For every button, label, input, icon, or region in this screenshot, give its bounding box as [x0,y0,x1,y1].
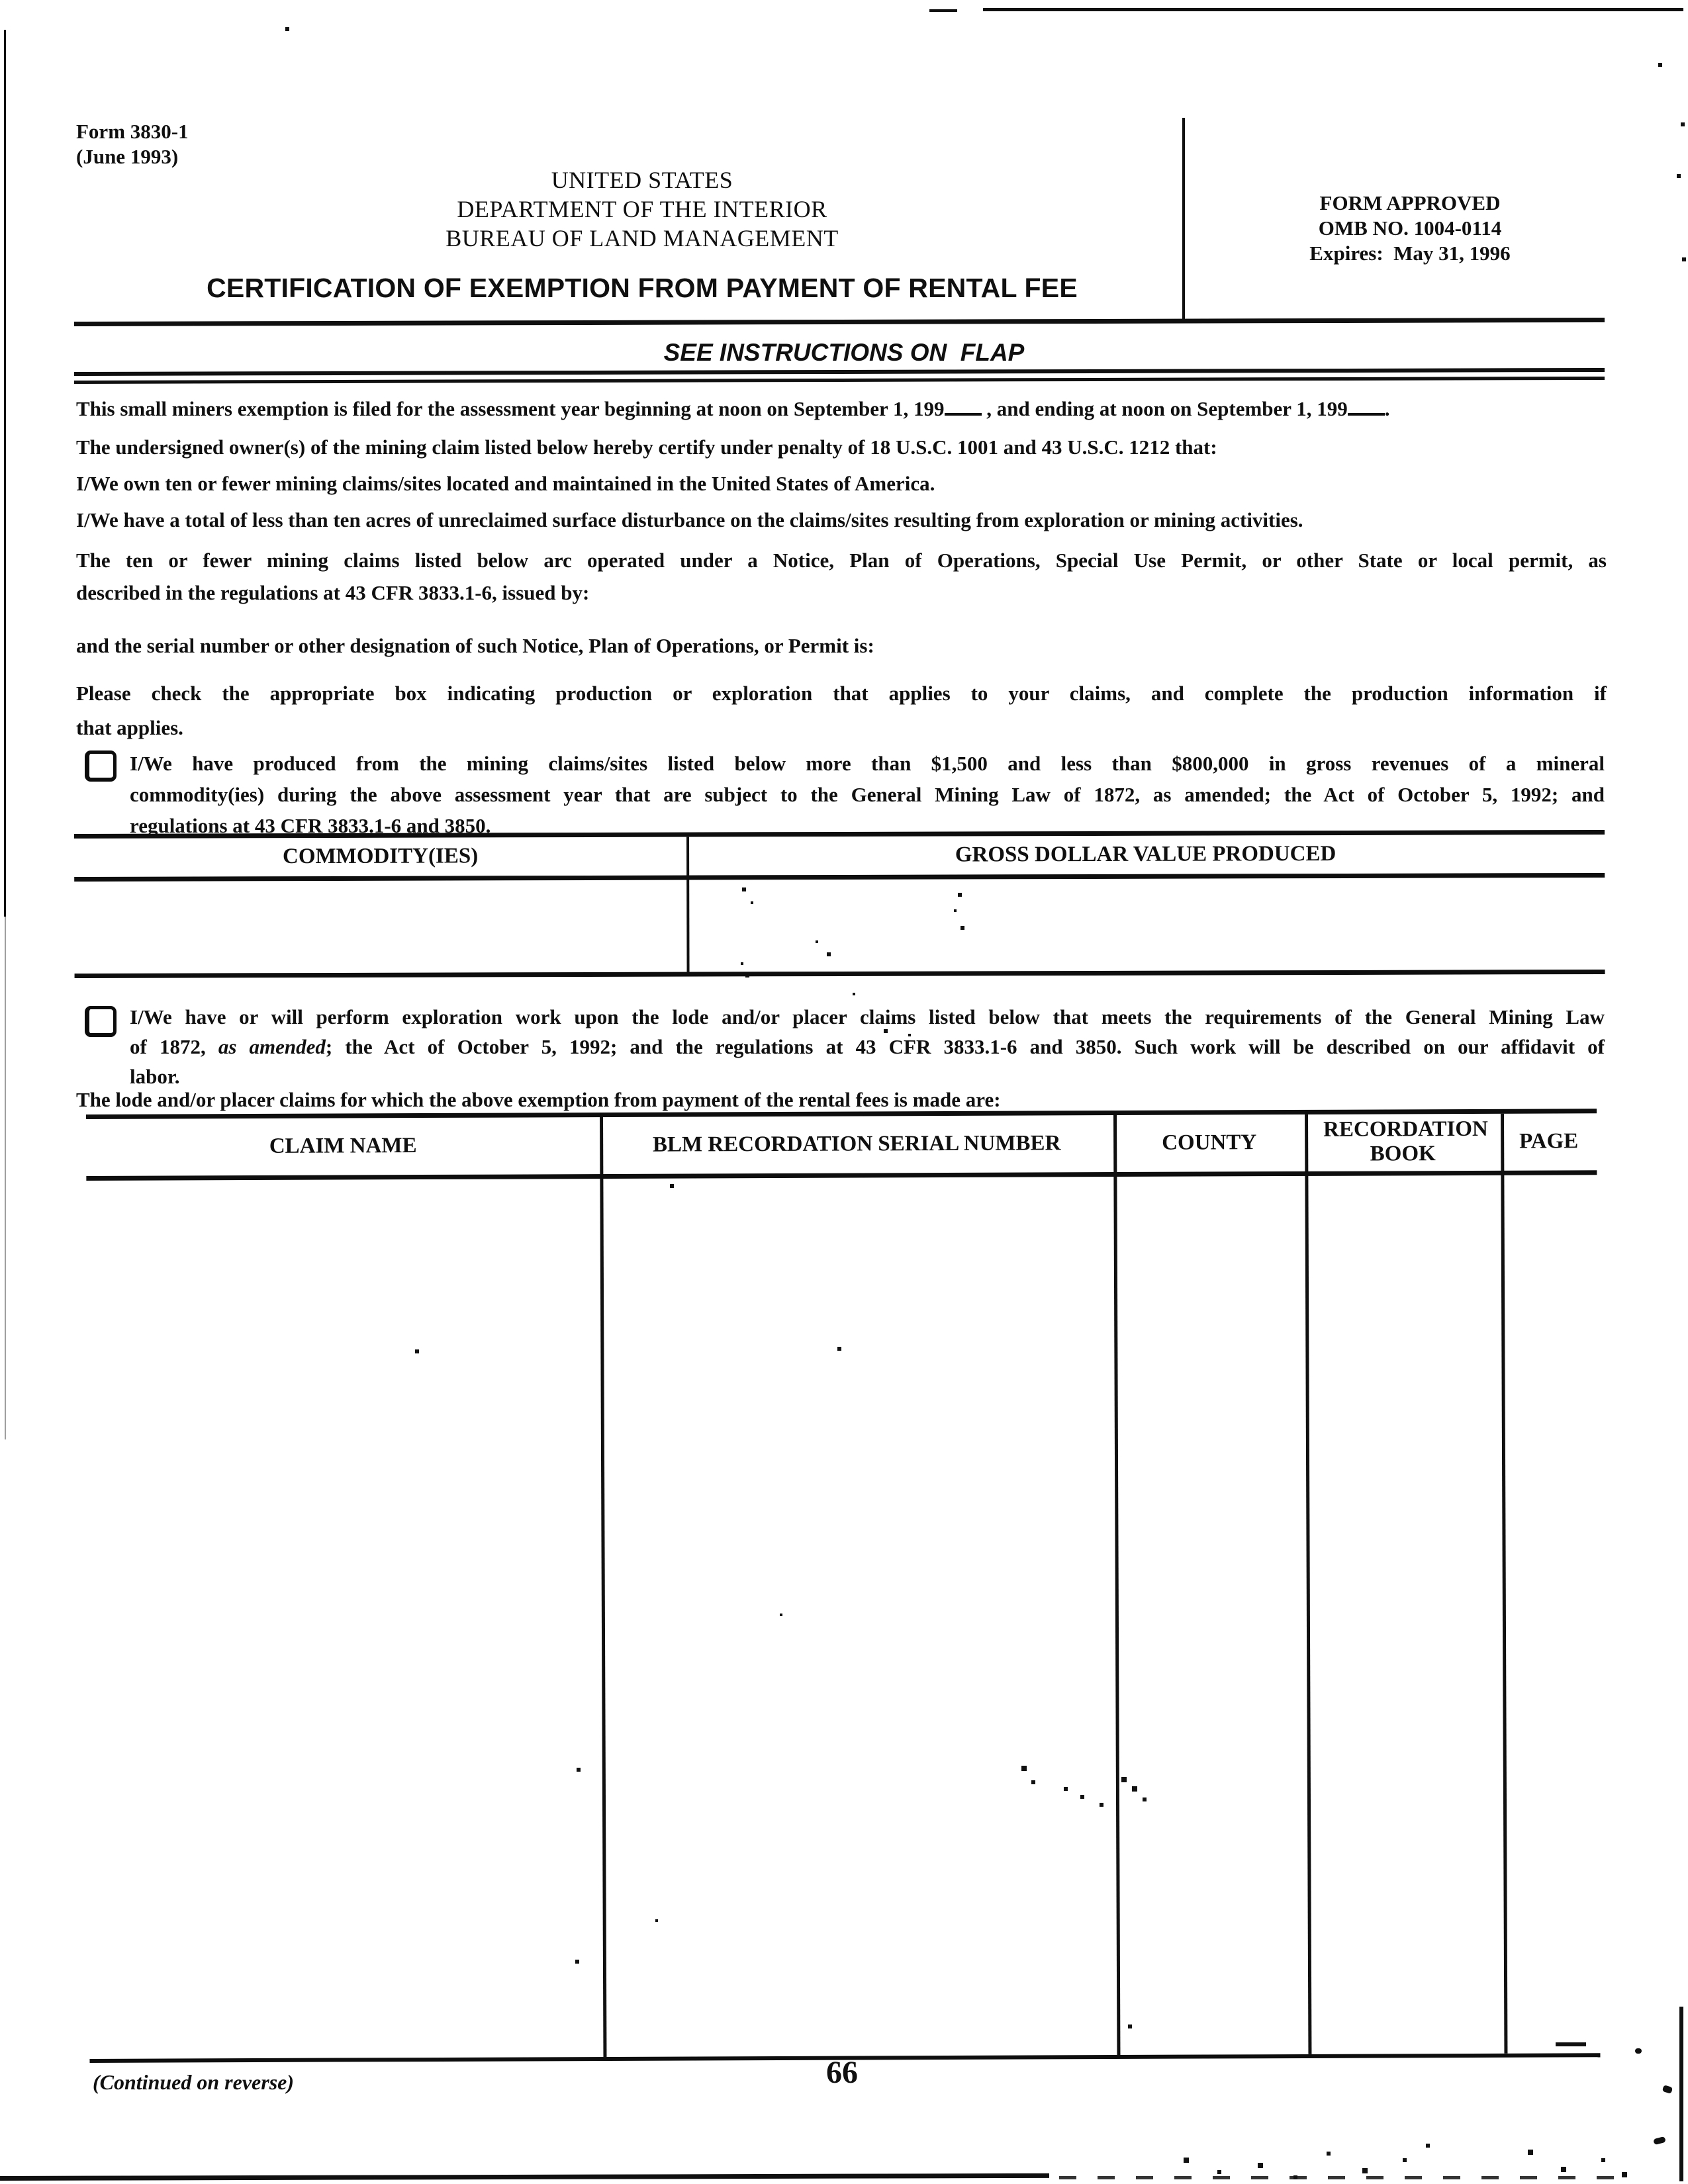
assessment-year-text-3: . [1384,397,1390,420]
agency-block [46,165,1238,253]
paragraph-assessment-year [76,396,1607,422]
form-number [76,119,189,169]
page-column-header: PAGE [1519,1129,1579,1154]
paragraph-operated-under [76,544,1607,609]
blm-serial-column-header: BLM RECORDATION SERIAL NUMBER [652,1131,1061,1157]
commodity-column-header: COMMODITY(IES) [282,844,479,869]
commodity-table-header-row [74,835,1605,882]
paragraph-own-claims: I/We own ten or fewer mining claims/sites located and maintained in the United States of America. [76,472,935,495]
please-check-line-1: Please check the appropriate box indicating production or exploration that applies to your claims, and complete the production information if [76,682,1607,705]
header-bottom-rule [74,318,1605,326]
claim-name-column-header: CLAIM NAME [269,1134,417,1158]
exploration-text-line-1: I/We have or will perform exploration work upon the lode and/or placer claims listed below that meets the requirements of the General Mining Law [130,1005,1605,1028]
year-end-blank[interactable] [1348,396,1385,416]
gross-value-cell-input-area[interactable] [689,878,1605,970]
exploration-line-2-post: ; the Act of October 5, 1992; and the regulations at 43 CFR 3833.1-6 and 3850. Such work will be described on our affidavit of [325,1035,1605,1058]
claims-table [86,1109,1600,2063]
operated-under-line-1: The ten or fewer mining claims listed below arc operated under a Notice, Plan of Operations, Special Use Permit, or other State or local permit, as [76,549,1607,572]
scan-artifact-bottom-broken [1059,2176,1635,2179]
scan-artifact-top-dash [929,9,957,12]
scan-artifact-bottom-bar [0,2173,1049,2181]
scan-artifact-left-edge-line [4,30,6,917]
paragraph-certify: The undersigned owner(s) of the mining claim listed below hereby certify under penalty of 18 U.S.C. 1001 and 43 U.S.C. 1212 that: [76,435,1217,459]
instructions-banner: SEE INSTRUCTIONS ON FLAP [663,339,1025,366]
exploration-text-line-2 [130,1032,1605,1062]
page-number: 66 [826,2055,858,2090]
scan-artifact-blotch-1 [1662,2085,1673,2094]
omb-number-line: OMB NO. 1004-0114 [1318,216,1502,240]
county-cells-input-area[interactable] [1117,1176,1308,2055]
page-title: CERTIFICATION OF EXEMPTION FROM PAYMENT OF RENTAL FEE [207,273,1078,303]
form-number-line: Form 3830-1 [76,120,189,143]
operated-under-line-2: described in the regulations at 43 CFR 3833.1-6, issued by: [76,581,590,604]
recordation-book-column-header: RECORDATION BOOK [1323,1116,1488,1166]
form-edition-line: (June 1993) [76,145,179,168]
paragraph-serial-number: and the serial number or other designation of such Notice, Plan of Operations, or Permit is: [76,634,874,657]
gross-value-column-header: GROSS DOLLAR VALUE PRODUCED [955,842,1336,867]
production-text-line-3: regulations at 43 CFR 3833.1-6 and 3850. [130,814,491,837]
scan-noise-specks [0,0,3,3]
continued-note: (Continued on reverse) [93,2070,294,2094]
paragraph-claims-intro: The lode and/or placer claims for which the above exemption from payment of the rental fees is made are: [76,1088,1001,1111]
agency-line-3: BUREAU OF LAND MANAGEMENT [445,225,839,251]
scan-artifact-blotch-3 [1635,2048,1642,2054]
exploration-line-2-pre: of 1872, [130,1035,218,1058]
exploration-checkbox[interactable] [85,1006,117,1037]
county-column-header: COUNTY [1162,1130,1257,1155]
omb-expires-line: Expires: May 31, 1996 [1309,242,1511,265]
scan-artifact-top-right-line [983,8,1683,11]
year-begin-blank[interactable] [945,396,982,416]
paragraph-surface-disturbance: I/We have a total of less than ten acres of unreclaimed surface disturbance on the claims/sites resulting from exploration or mining activities. [76,508,1303,531]
production-text-line-1: I/We have produced from the mining claims/sites listed below more than $1,500 and less than $800,000 in gross revenues of a mineral [130,752,1605,775]
omb-approved-line: FORM APPROVED [1319,191,1501,214]
exploration-line-2-italic: as amended [218,1035,326,1058]
double-rule-bottom [74,377,1605,384]
exploration-text-line-3: labor. [130,1065,180,1088]
omb-approval-block [1225,191,1595,266]
page-cells-input-area[interactable] [1504,1175,1600,2054]
claims-table-header-row [86,1113,1597,1181]
blm-serial-cells-input-area[interactable] [603,1177,1117,2057]
exploration-checkbox-text [130,1002,1605,1091]
paragraph-please-check [76,676,1607,745]
production-checkbox-text [130,748,1605,841]
claim-name-cells-input-area[interactable] [86,1179,603,2059]
double-rule-top [74,368,1605,376]
commodity-table [74,830,1605,978]
commodity-cell-input-area[interactable] [74,880,684,971]
header-vertical-divider [1182,118,1185,323]
production-text-line-2: commodity(ies) during the above assessment year that are subject to the General Mining Law of 1872, as amended; the Act of October 5, 1992; and [130,783,1605,806]
scan-artifact-left-edge-faint [5,917,6,1439]
production-checkbox[interactable] [85,751,117,782]
assessment-year-text-1: This small miners exemption is filed for the assessment year beginning at noon on September 1, 199 [76,397,945,420]
agency-line-2: DEPARTMENT OF THE INTERIOR [457,196,827,222]
please-check-line-2: that applies. [76,716,183,739]
scan-artifact-blotch-2 [1653,2136,1666,2145]
agency-line-1: UNITED STATES [551,167,733,193]
assessment-year-text-2: , and ending at noon on September 1, 199 [981,397,1348,420]
recordation-book-cells-input-area[interactable] [1308,1175,1504,2054]
scan-artifact-right-edge-bar [1679,2007,1683,2181]
